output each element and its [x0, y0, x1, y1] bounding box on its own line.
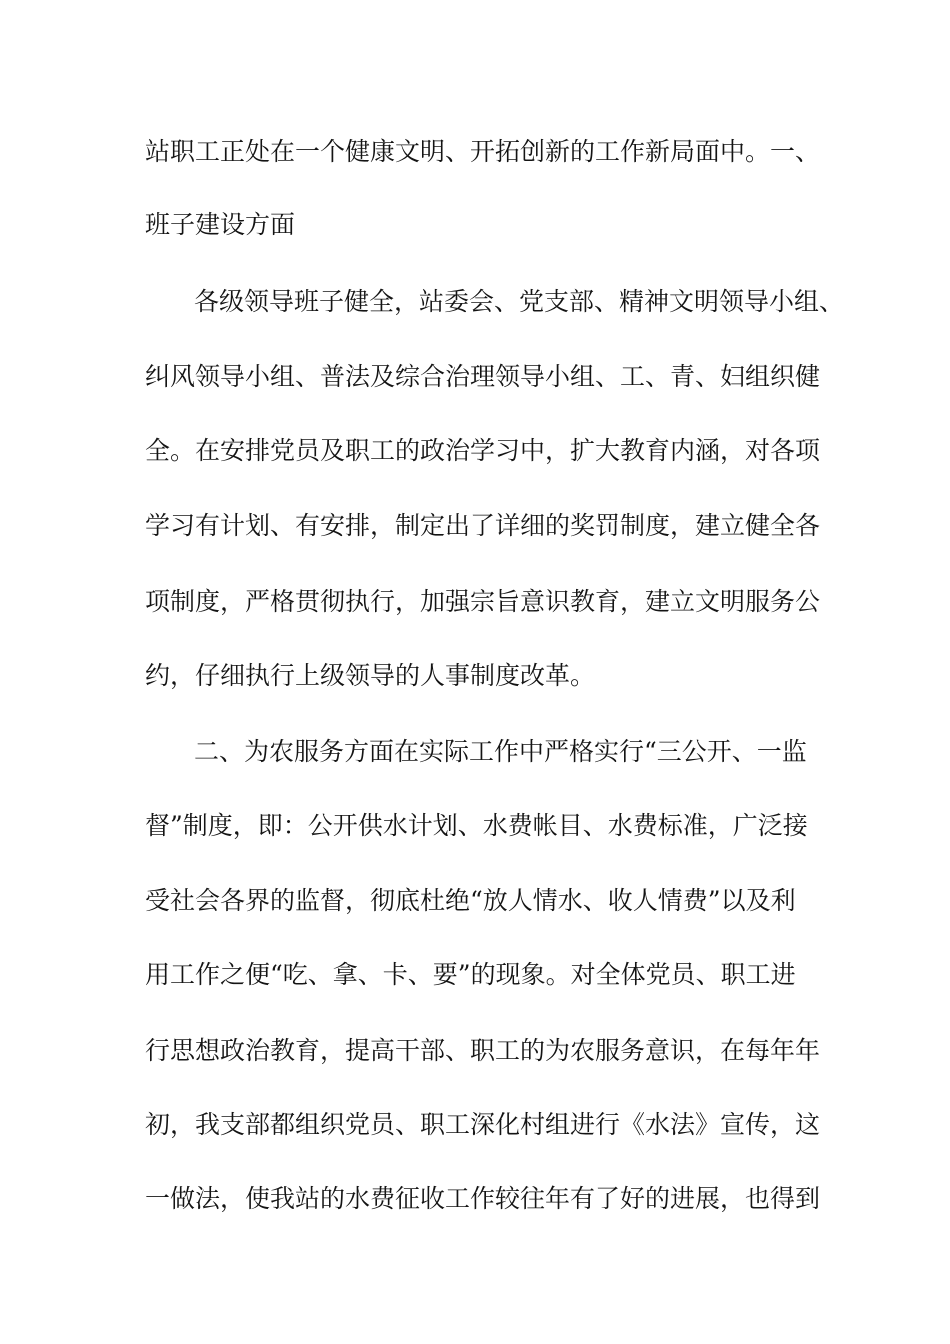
- body-text-line: 项制度，严格贯彻执行，加强宗旨意识教育，建立文明服务公: [145, 587, 821, 616]
- body-text-line: 初，我支部都组织党员、职工深化村组进行《水法》宣传，这: [145, 1110, 821, 1139]
- body-text-line: 督”制度，即：公开供水计划、水费帐目、水费标准，广泛接: [145, 811, 808, 840]
- body-text-line: 全。在安排党员及职工的政治学习中，扩大教育内涵，对各项: [145, 436, 821, 465]
- body-text-line: 受社会各界的监督，彻底杜绝“放人情水、收人情费”以及利: [145, 886, 796, 915]
- paragraph-first-line: 各级领导班子健全，站委会、党支部、精神文明领导小组、: [194, 287, 845, 316]
- body-text-line: 行思想政治教育，提高干部、职工的为农服务意识，在每年年: [145, 1036, 821, 1065]
- section-heading: 班子建设方面: [145, 210, 296, 239]
- body-text-line: 约，仔细执行上级领导的人事制度改革。: [145, 661, 596, 690]
- body-text-line: 一做法，使我站的水费征收工作较往年有了好的进展，也得到: [145, 1184, 821, 1213]
- body-text-line: 站职工正处在一个健康文明、开拓创新的工作新局面中。一、: [145, 137, 821, 166]
- body-text-line: 学习有计划、有安排，制定出了详细的奖罚制度，建立健全各: [145, 511, 821, 540]
- body-text-line: 纠风领导小组、普法及综合治理领导小组、工、青、妇组织健: [145, 362, 821, 391]
- paragraph-first-line: 二、为农服务方面在实际工作中严格实行“三公开、一监: [194, 737, 807, 766]
- body-text-line: 用工作之便“吃、拿、卡、要”的现象。对全体党员、职工进: [145, 960, 796, 989]
